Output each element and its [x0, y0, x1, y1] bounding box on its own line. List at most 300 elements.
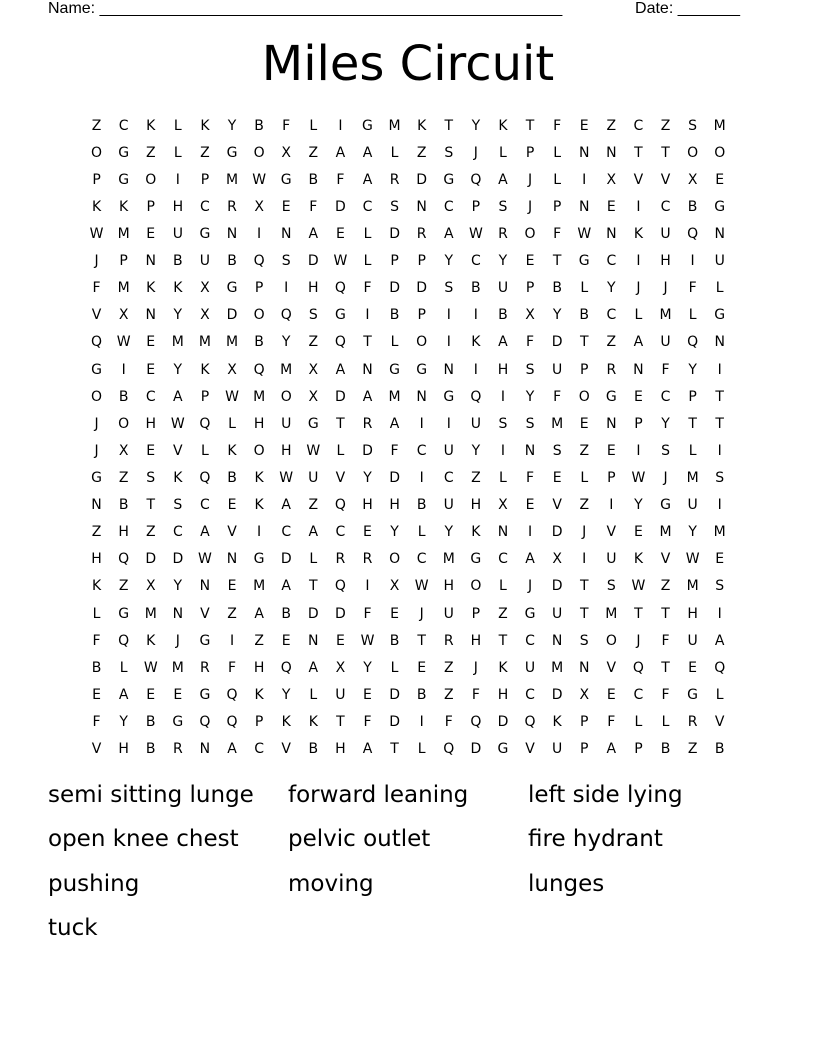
grid-letter: F [526, 334, 535, 351]
grid-letter: Q [687, 225, 699, 242]
grid-letter: O [118, 415, 130, 432]
grid-letter: G [389, 361, 400, 378]
grid-letter: U [443, 497, 454, 514]
grid-letter: H [172, 198, 184, 215]
grid-letter: C [416, 551, 427, 568]
grid-letter: F [661, 632, 670, 649]
grid-letter: K [471, 524, 481, 541]
grid-letter: C [200, 497, 210, 514]
grid-letter: D [416, 280, 428, 297]
grid-letter: W [306, 442, 321, 459]
grid-letter: Z [118, 469, 129, 486]
grid-letter: L [553, 171, 562, 188]
grid-letter: M [253, 388, 266, 405]
grid-letter: B [254, 334, 264, 351]
grid-letter: K [200, 117, 210, 134]
grid-letter: B [498, 307, 508, 324]
grid-letter: T [715, 388, 724, 405]
grid-letter: J [419, 605, 424, 622]
grid-letter: I [636, 442, 641, 459]
grid-letter: U [443, 442, 454, 459]
grid-letter: C [145, 388, 156, 405]
grid-letter: T [688, 415, 697, 432]
grid-letter: D [172, 551, 184, 568]
grid-letter: B [281, 605, 291, 622]
grid-letter: D [470, 741, 482, 758]
grid-letter: D [389, 225, 400, 242]
grid-letter: X [498, 497, 508, 514]
grid-letter: Y [661, 415, 670, 432]
grid-letter: B [91, 659, 102, 676]
grid-letter: A [498, 171, 508, 188]
word-list-item: semi sitting lunge [48, 782, 254, 808]
grid-letter: G [91, 469, 102, 486]
grid-letter: U [172, 225, 183, 242]
grid-letter: I [175, 171, 180, 188]
grid-letter: E [173, 686, 183, 703]
grid-letter: L [92, 605, 101, 622]
grid-letter: Y [471, 117, 481, 134]
grid-letter: S [552, 442, 562, 459]
grid-letter: R [172, 741, 183, 758]
grid-letter: V [606, 524, 617, 541]
grid-letter: Y [281, 686, 291, 703]
grid-letter: G [524, 605, 536, 622]
grid-letter: F [471, 686, 480, 703]
grid-letter: T [417, 632, 426, 649]
grid-letter: Z [200, 144, 210, 161]
grid-letter: G [91, 361, 102, 378]
grid-letter: N [578, 659, 590, 676]
grid-letter: G [199, 686, 211, 703]
grid-letter: M [686, 578, 699, 595]
grid-letter: P [688, 388, 697, 405]
grid-letter: F [661, 686, 670, 703]
grid-letter: T [579, 334, 589, 351]
grid-letter: N [497, 524, 509, 541]
grid-letter: I [609, 497, 614, 514]
grid-letter: B [308, 741, 319, 758]
grid-letter: Q [199, 415, 211, 432]
grid-letter: D [389, 713, 400, 730]
grid-letter: P [200, 171, 210, 188]
grid-letter: U [281, 415, 292, 432]
grid-letter: D [389, 469, 400, 486]
grid-letter: I [419, 469, 424, 486]
grid-letter: Z [145, 524, 156, 541]
grid-letter: B [389, 632, 400, 649]
word-list [48, 779, 768, 956]
grid-letter: I [717, 605, 722, 622]
grid-letter: Q [524, 713, 536, 730]
grid-letter: N [606, 415, 617, 432]
grid-letter: L [580, 280, 589, 297]
grid-letter: C [200, 198, 210, 215]
word-list-item: tuck [48, 914, 98, 941]
grid-letter: S [444, 280, 454, 297]
grid-letter: V [714, 713, 725, 730]
grid-letter: L [417, 741, 426, 758]
grid-letter: U [308, 469, 319, 486]
grid-letter: L [715, 280, 724, 297]
grid-letter: I [636, 198, 641, 215]
header-line [48, 0, 740, 20]
grid-letter: K [281, 713, 291, 730]
grid-letter: Y [363, 659, 372, 676]
grid-letter: Q [714, 659, 726, 676]
grid-letter: T [634, 144, 643, 161]
grid-letter: Z [308, 334, 319, 351]
grid-letter: V [606, 659, 617, 676]
grid-letter: F [363, 280, 372, 297]
grid-letter: J [94, 415, 99, 432]
grid-letter: L [634, 307, 643, 324]
grid-letter: C [172, 524, 183, 541]
grid-letter: Y [173, 578, 183, 595]
grid-letter: K [417, 117, 427, 134]
grid-letter: J [636, 280, 641, 297]
grid-letter: P [390, 253, 399, 270]
grid-letter: O [253, 307, 265, 324]
grid-letter: R [606, 361, 617, 378]
grid-letter: L [634, 713, 643, 730]
grid-letter: E [281, 632, 291, 649]
grid-letter: R [443, 632, 454, 649]
grid-letter: Z [416, 144, 427, 161]
grid-letter: Y [227, 117, 237, 134]
grid-letter: O [253, 144, 265, 161]
letter-grid [83, 112, 734, 763]
page-title: Miles Circuit [261, 36, 555, 92]
grid-letter: X [200, 307, 210, 324]
grid-letter: Y [525, 388, 535, 405]
grid-letter: I [527, 524, 533, 541]
grid-letter: Z [606, 334, 617, 351]
grid-letter: B [145, 741, 156, 758]
grid-letter: U [552, 605, 563, 622]
grid-letter: W [360, 632, 375, 649]
grid-letter: U [714, 253, 725, 270]
grid-letter: K [498, 117, 508, 134]
grid-letter: B [471, 280, 481, 297]
grid-letter: O [605, 632, 617, 649]
grid-letter: E [579, 415, 589, 432]
grid-letter: D [307, 605, 319, 622]
grid-letter: D [335, 605, 346, 622]
grid-letter: C [606, 307, 617, 324]
grid-letter: L [390, 144, 399, 161]
grid-letter: G [199, 225, 211, 242]
grid-letter: C [633, 686, 644, 703]
grid-letter: G [605, 388, 617, 405]
grid-letter: Y [444, 524, 454, 541]
grid-letter: L [688, 307, 697, 324]
grid-letter: I [582, 551, 587, 568]
grid-letter: N [145, 307, 156, 324]
grid-letter: G [199, 632, 211, 649]
grid-letter: Z [91, 524, 102, 541]
grid-letter: K [91, 578, 102, 595]
grid-letter: V [525, 741, 535, 758]
grid-letter: Y [471, 442, 481, 459]
grid-letter: X [281, 144, 291, 161]
grid-letter: Z [308, 144, 319, 161]
grid-letter: E [146, 225, 156, 242]
grid-letter: Z [254, 632, 264, 649]
grid-letter: Q [280, 659, 292, 676]
grid-letter: I [473, 361, 478, 378]
grid-letter: H [280, 442, 292, 459]
grid-letter: Z [145, 144, 156, 161]
grid-letter: Z [498, 605, 508, 622]
grid-letter: G [226, 144, 238, 161]
grid-letter: H [145, 415, 156, 432]
grid-letter: H [443, 578, 455, 595]
grid-letter: T [309, 578, 318, 595]
word-list-item: lunges [528, 870, 605, 897]
grid-letter: O [714, 144, 726, 161]
grid-letter: N [280, 225, 292, 242]
grid-letter: D [226, 307, 238, 324]
grid-letter: P [200, 388, 210, 405]
grid-letter: O [416, 334, 428, 351]
grid-letter: F [227, 659, 237, 676]
grid-letter: L [688, 442, 697, 459]
grid-letter: E [606, 442, 616, 459]
grid-letter: P [254, 280, 264, 297]
grid-letter: E [92, 686, 101, 703]
grid-letter: G [280, 171, 292, 188]
grid-letter: L [390, 659, 399, 676]
grid-letter: L [228, 415, 236, 432]
grid-letter: J [94, 253, 99, 270]
grid-letter: K [91, 198, 102, 215]
grid-letter: P [92, 171, 101, 188]
grid-letter: C [660, 198, 671, 215]
grid-letter: J [636, 632, 641, 649]
grid-letter: C [660, 388, 671, 405]
grid-letter: S [688, 117, 698, 134]
grid-letter: D [389, 686, 400, 703]
grid-letter: N [443, 361, 454, 378]
grid-letter: G [714, 307, 726, 324]
grid-letter: D [416, 171, 428, 188]
grid-letter: S [661, 442, 670, 459]
grid-letter: O [578, 388, 590, 405]
grid-letter: D [145, 551, 157, 568]
grid-letter: V [660, 551, 671, 568]
grid-letter: I [229, 632, 235, 649]
grid-letter: V [633, 171, 644, 188]
grid-letter: I [257, 524, 262, 541]
grid-letter: I [717, 497, 722, 514]
grid-letter: K [498, 659, 508, 676]
grid-letter: H [335, 741, 346, 758]
grid-letter: Q [118, 551, 130, 568]
grid-letter: M [144, 605, 157, 622]
grid-letter: U [552, 741, 563, 758]
grid-letter: Z [660, 578, 671, 595]
grid-letter: I [446, 334, 451, 351]
grid-letter: E [146, 334, 156, 351]
grid-letter: R [498, 225, 508, 242]
grid-letter: E [525, 253, 535, 270]
grid-letter: Q [280, 307, 292, 324]
grid-letter: K [254, 686, 264, 703]
word-list-item: forward leaning [288, 782, 469, 808]
grid-letter: P [580, 713, 589, 730]
grid-letter: Z [471, 469, 481, 486]
grid-letter: A [389, 415, 400, 432]
grid-letter: S [498, 415, 508, 432]
grid-letter: X [335, 659, 346, 676]
grid-letter: G [443, 388, 455, 405]
grid-letter: Q [470, 388, 482, 405]
grid-letter: E [227, 578, 237, 595]
grid-letter: J [582, 524, 587, 541]
grid-letter: A [362, 144, 373, 161]
grid-letter: E [363, 524, 372, 541]
grid-letter: D [280, 551, 292, 568]
grid-letter: O [687, 144, 699, 161]
grid-letter: D [335, 198, 346, 215]
grid-letter: S [525, 415, 535, 432]
grid-letter: I [419, 415, 424, 432]
grid-letter: F [688, 280, 697, 297]
grid-letter: M [659, 307, 672, 324]
grid-letter: N [524, 442, 536, 459]
grid-letter: U [660, 334, 671, 351]
grid-letter: F [553, 388, 562, 405]
grid-letter: L [499, 144, 507, 161]
grid-letter: P [552, 198, 562, 215]
grid-letter: M [253, 578, 266, 595]
grid-letter: I [717, 442, 722, 459]
grid-letter: Q [253, 361, 265, 378]
grid-letter: G [687, 686, 699, 703]
grid-letter: I [473, 307, 478, 324]
grid-letter: Z [606, 117, 617, 134]
grid-letter: H [687, 605, 698, 622]
grid-letter: A [281, 497, 291, 514]
grid-letter: S [146, 469, 156, 486]
grid-letter: C [470, 253, 481, 270]
grid-letter: M [551, 415, 564, 432]
grid-letter: L [363, 253, 372, 270]
grid-letter: V [660, 171, 671, 188]
grid-letter: U [497, 280, 509, 297]
grid-letter: M [117, 225, 130, 242]
grid-letter: Q [226, 713, 238, 730]
grid-letter: A [443, 225, 454, 242]
grid-letter: U [552, 361, 563, 378]
grid-letter: A [308, 659, 319, 676]
grid-letter: P [580, 741, 589, 758]
grid-letter: L [309, 686, 318, 703]
grid-letter: G [470, 551, 482, 568]
grid-letter: N [578, 144, 590, 161]
grid-letter: I [365, 307, 370, 324]
grid-letter: N [362, 361, 373, 378]
grid-letter: M [280, 361, 293, 378]
grid-letter: X [579, 686, 590, 703]
grid-letter: B [416, 497, 427, 514]
grid-letter: F [309, 198, 318, 215]
grid-letter: K [633, 225, 644, 242]
date-field: Date: _______ [635, 0, 740, 17]
grid-letter: L [309, 117, 318, 134]
grid-letter: N [91, 497, 102, 514]
grid-letter: K [254, 497, 264, 514]
grid-letter: L [417, 524, 426, 541]
grid-letter: G [118, 605, 130, 622]
grid-letter: Q [334, 497, 346, 514]
grid-letter: F [363, 605, 372, 622]
grid-letter: U [470, 415, 481, 432]
grid-letter: W [279, 469, 294, 486]
grid-letter: X [308, 361, 319, 378]
grid-letter: P [417, 307, 426, 324]
grid-letter: I [446, 415, 451, 432]
grid-letter: M [225, 171, 239, 188]
grid-letter: B [416, 686, 427, 703]
grid-letter: P [146, 198, 155, 215]
grid-letter: A [173, 388, 183, 405]
grid-letter: A [308, 524, 319, 541]
grid-letter: U [335, 686, 346, 703]
grid-letter: M [659, 524, 672, 541]
grid-letter: F [92, 280, 101, 297]
grid-letter: W [577, 225, 592, 242]
word-list-item: moving [288, 870, 374, 897]
grid-letter: L [499, 578, 507, 595]
grid-letter: L [309, 551, 318, 568]
grid-letter: F [661, 361, 670, 378]
grid-letter: W [198, 551, 212, 568]
grid-letter: W [631, 578, 646, 595]
grid-letter: C [606, 253, 617, 270]
grid-letter: Y [498, 253, 508, 270]
grid-letter: W [89, 225, 104, 242]
grid-letter: D [497, 713, 509, 730]
grid-letter: V [552, 497, 562, 514]
grid-letter: T [390, 741, 399, 758]
grid-letter: A [335, 361, 346, 378]
grid-letter: P [634, 741, 643, 758]
grid-letter: S [173, 497, 183, 514]
grid-letter: B [714, 741, 725, 758]
grid-letter: D [551, 334, 563, 351]
grid-letter: D [307, 253, 319, 270]
grid-letter: H [362, 497, 373, 514]
grid-letter: M [117, 280, 130, 297]
grid-letter: Y [281, 334, 291, 351]
grid-letter: J [94, 442, 99, 459]
grid-letter: X [525, 307, 535, 324]
grid-letter: E [417, 659, 427, 676]
grid-letter: N [416, 388, 427, 405]
grid-letter: F [363, 713, 372, 730]
grid-letter: T [525, 117, 535, 134]
grid-letter: N [714, 225, 725, 242]
grid-letter: G [307, 415, 319, 432]
grid-letter: I [582, 171, 587, 188]
grid-letter: R [362, 415, 373, 432]
grid-letter: B [308, 171, 319, 188]
word-list-item: open knee chest [48, 826, 239, 853]
grid-letter: H [497, 361, 509, 378]
grid-letter: T [146, 497, 156, 514]
